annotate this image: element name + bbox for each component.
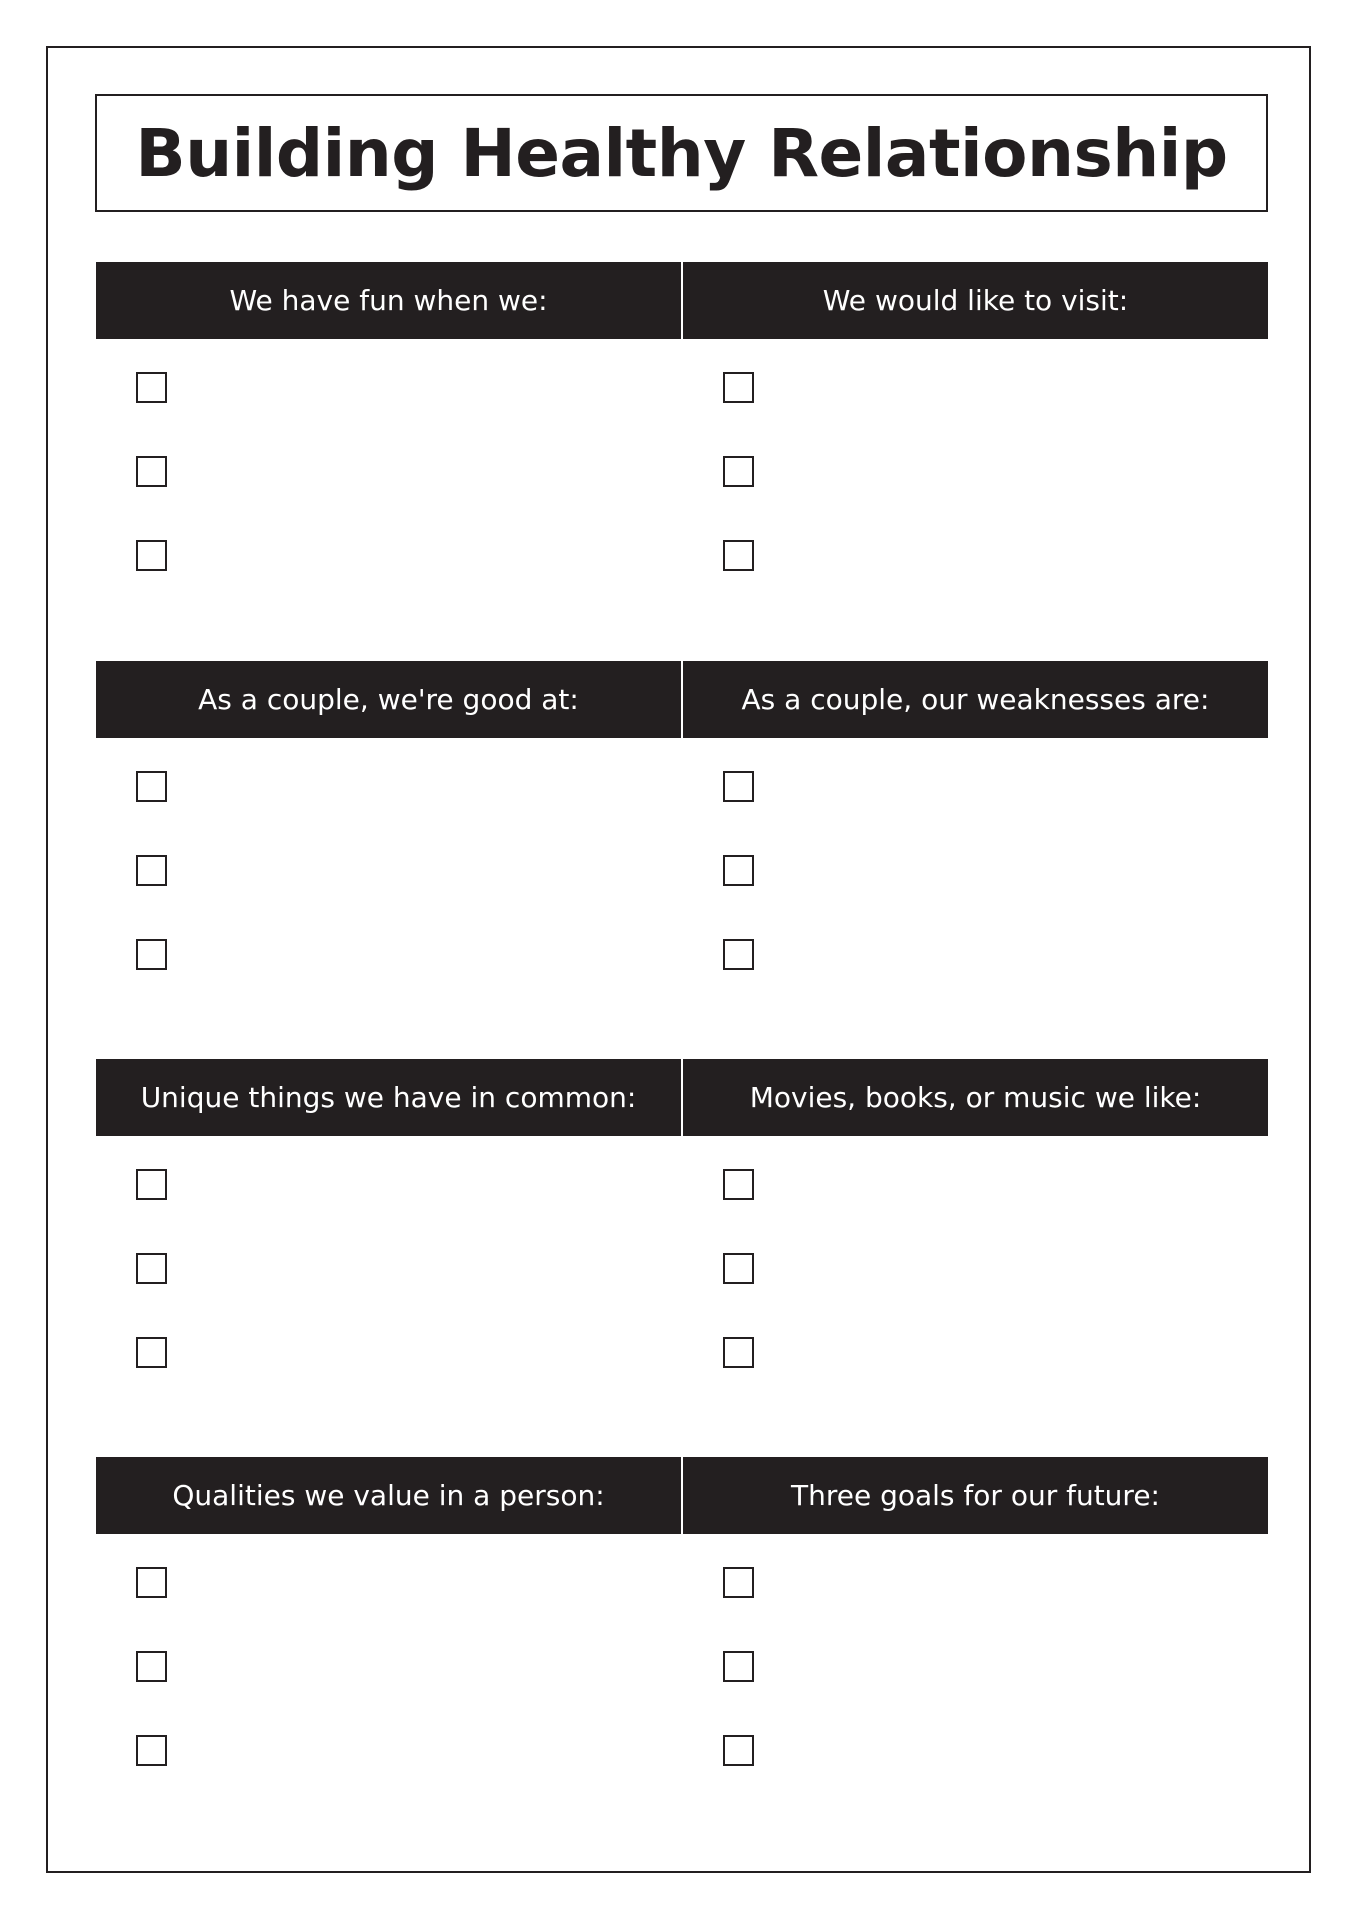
section-qualities: [96, 1457, 681, 1855]
checkbox[interactable]: [136, 1169, 167, 1200]
title-box: [95, 94, 1268, 212]
checkbox[interactable]: [136, 1567, 167, 1598]
section-media: [683, 1059, 1268, 1457]
checkbox[interactable]: [136, 456, 167, 487]
section-header: As a couple, our weaknesses are:: [683, 661, 1268, 738]
page-title: Building Healthy Relationship: [135, 114, 1228, 192]
checkbox[interactable]: [136, 1253, 167, 1284]
section-fun: [96, 262, 681, 660]
section-header: Unique things we have in common:: [96, 1059, 681, 1136]
section-row-4: [96, 1457, 1268, 1855]
section-good-at: [96, 661, 681, 1059]
section-header: Movies, books, or music we like:: [683, 1059, 1268, 1136]
section-goals: [683, 1457, 1268, 1855]
checkbox[interactable]: [723, 1651, 754, 1682]
checkbox[interactable]: [723, 540, 754, 571]
checkbox[interactable]: [136, 372, 167, 403]
checkbox[interactable]: [136, 1735, 167, 1766]
checkbox[interactable]: [136, 1651, 167, 1682]
section-common: [96, 1059, 681, 1457]
section-row-1: [96, 262, 1268, 660]
checkbox[interactable]: [136, 855, 167, 886]
checkbox[interactable]: [723, 1735, 754, 1766]
checkbox[interactable]: [723, 1567, 754, 1598]
checkbox[interactable]: [136, 540, 167, 571]
checkbox[interactable]: [723, 1337, 754, 1368]
checkbox[interactable]: [723, 1253, 754, 1284]
checkbox[interactable]: [723, 1169, 754, 1200]
section-row-2: [96, 661, 1268, 1059]
checkbox[interactable]: [136, 1337, 167, 1368]
section-weaknesses: [683, 661, 1268, 1059]
section-header: We would like to visit:: [683, 262, 1268, 339]
checkbox[interactable]: [723, 372, 754, 403]
checkbox[interactable]: [723, 771, 754, 802]
checkbox[interactable]: [723, 456, 754, 487]
section-visit: [683, 262, 1268, 660]
section-row-3: [96, 1059, 1268, 1457]
section-header: Qualities we value in a person:: [96, 1457, 681, 1534]
checkbox[interactable]: [723, 939, 754, 970]
section-header: As a couple, we're good at:: [96, 661, 681, 738]
section-header: Three goals for our future:: [683, 1457, 1268, 1534]
section-header: We have fun when we:: [96, 262, 681, 339]
checkbox[interactable]: [723, 855, 754, 886]
checkbox[interactable]: [136, 771, 167, 802]
checkbox[interactable]: [136, 939, 167, 970]
